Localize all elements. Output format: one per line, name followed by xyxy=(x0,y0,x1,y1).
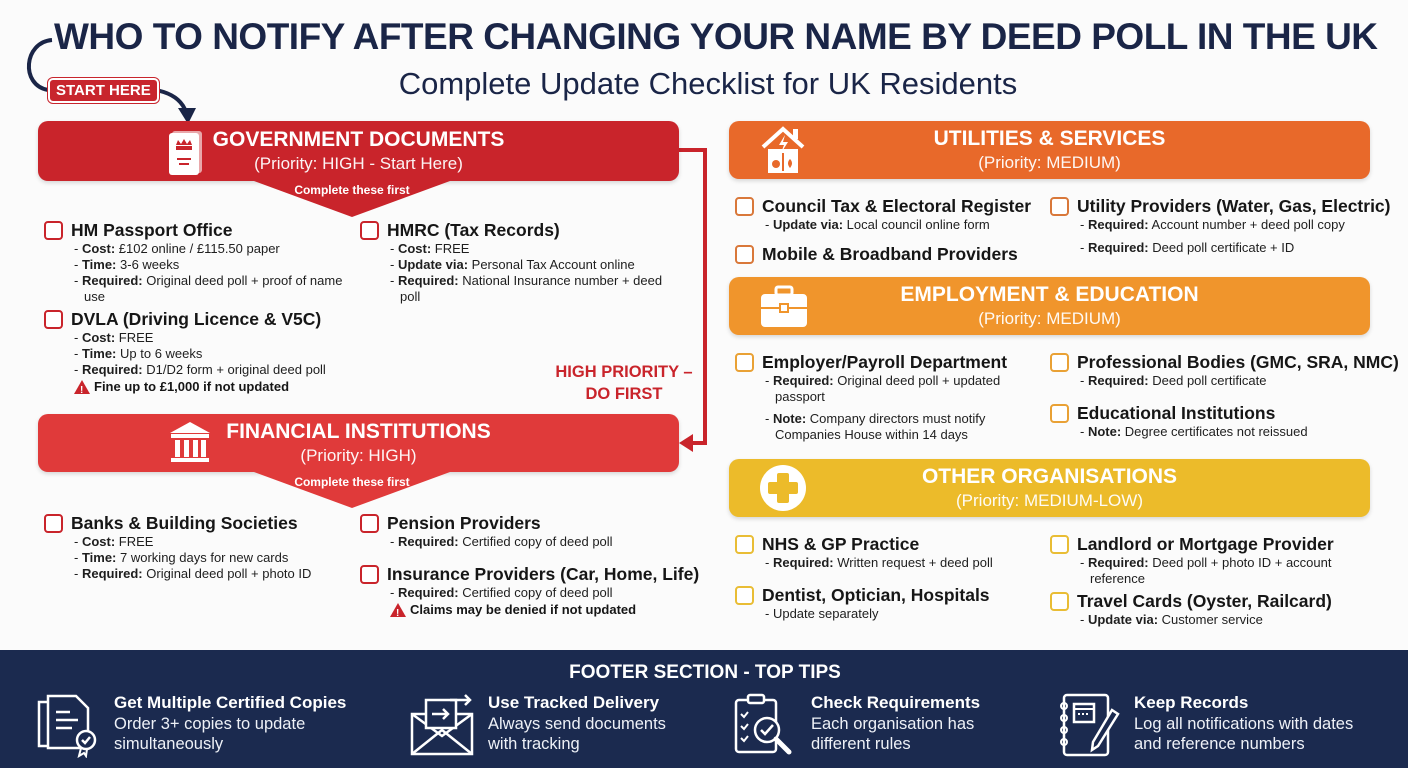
checklist-item: Employer/Payroll Department - Required: Original deed poll + updated passport - Note: Company directors must notify Companies House within 14 days xyxy=(735,351,1045,443)
checkbox[interactable] xyxy=(1050,197,1069,216)
flow-arrowhead-icon xyxy=(679,434,693,452)
checklist-item: Pension Providers - Required: Certified copy of deed poll xyxy=(360,512,700,550)
checklist-item: Travel Cards (Oyster, Railcard) - Update via: Customer service xyxy=(1050,590,1400,628)
checkbox[interactable] xyxy=(360,221,379,240)
checklist-item: Mobile & Broadband Providers xyxy=(735,243,1045,265)
footer-title: FOOTER SECTION - TOP TIPS xyxy=(569,662,841,683)
checkbox[interactable] xyxy=(44,221,63,240)
checklist-item: Dentist, Optician, Hospitals - Update separately xyxy=(735,584,1045,622)
checkbox[interactable] xyxy=(735,353,754,372)
certified-documents-icon xyxy=(36,692,102,758)
arrow-label: Complete these first xyxy=(294,475,410,489)
checkbox[interactable] xyxy=(1050,535,1069,554)
checklist-item: HM Passport Office - Cost: £102 online / £115.50 paper - Time: 3-6 weeks - Required: Original deed poll + proof of name use xyxy=(44,219,364,305)
checkbox[interactable] xyxy=(360,565,379,584)
section-banner-financial xyxy=(38,414,679,472)
section-priority: (Priority: HIGH - Start Here) xyxy=(254,154,463,173)
checkbox[interactable] xyxy=(735,535,754,554)
section-title: EMPLOYMENT & EDUCATION xyxy=(900,283,1199,306)
warning-note: ! Claims may be denied if not updated xyxy=(390,601,700,618)
checkbox[interactable] xyxy=(1050,353,1069,372)
section-title: GOVERNMENT DOCUMENTS xyxy=(212,128,505,151)
checklist-item: Landlord or Mortgage Provider - Required: Deed poll + photo ID + account reference xyxy=(1050,533,1400,587)
checkbox[interactable] xyxy=(44,514,63,533)
checkbox[interactable] xyxy=(735,197,754,216)
checklist-item: DVLA (Driving Licence & V5C) - Cost: FREE - Time: Up to 6 weeks - Required: D1/D2 form + original deed poll ! Fine up to £1,000 if not updated xyxy=(44,308,364,395)
section-priority: (Priority: HIGH) xyxy=(300,446,417,465)
tracked-envelope-icon xyxy=(410,692,476,758)
section-title: UTILITIES & SERVICES xyxy=(933,127,1166,150)
checkbox[interactable] xyxy=(44,310,63,329)
checkbox[interactable] xyxy=(360,514,379,533)
checklist-item: NHS & GP Practice - Required: Written request + deed poll xyxy=(735,533,1045,571)
section-title: FINANCIAL INSTITUTIONS xyxy=(226,420,491,443)
checkbox[interactable] xyxy=(735,245,754,264)
checklist-item: Utility Providers (Water, Gas, Electric) - Required: Account number + deed poll copy - Required: Deed poll certificate + ID xyxy=(1050,195,1400,256)
section-banner-government xyxy=(38,121,679,181)
notebook-pen-icon xyxy=(1056,692,1122,758)
checklist-item: Banks & Building Societies - Cost: FREE - Time: 7 working days for new cards - Required: Original deed poll + photo ID xyxy=(44,512,364,582)
clipboard-search-icon xyxy=(733,692,799,758)
start-here-badge: START HERE xyxy=(48,78,159,103)
section-priority: (Priority: MEDIUM) xyxy=(978,309,1121,328)
section-banner-utilities xyxy=(729,121,1370,179)
warning-icon xyxy=(390,603,406,617)
footer-tips xyxy=(0,650,1408,768)
warning-icon xyxy=(74,380,90,394)
checklist-item: Educational Institutions - Note: Degree certificates not reissued xyxy=(1050,402,1400,440)
section-banner-other xyxy=(729,459,1370,517)
tip-item: Keep Records Log all notifications with dates and reference numbers xyxy=(1056,692,1353,758)
section-title: OTHER ORGANISATIONS xyxy=(921,465,1178,488)
tip-item: Check Requirements Each organisation has different rules xyxy=(733,692,980,758)
checkbox[interactable] xyxy=(1050,592,1069,611)
section-priority: (Priority: MEDIUM) xyxy=(978,153,1121,172)
page-subtitle: Complete Update Checklist for UK Residents xyxy=(398,66,1018,101)
section-banner-employment xyxy=(729,277,1370,335)
checklist-item: Council Tax & Electoral Register - Update via: Local council online form xyxy=(735,195,1045,233)
warning-note: ! Fine up to £1,000 if not updated xyxy=(74,378,364,395)
page-title: WHO TO NOTIFY AFTER CHANGING YOUR NAME BY DEED POLL IN THE UK xyxy=(54,16,1378,57)
tip-item: Use Tracked Delivery Always send documents with tracking xyxy=(410,692,666,758)
section-priority: (Priority: MEDIUM-LOW) xyxy=(956,491,1143,510)
high-priority-label: HIGH PRIORITY – DO FIRST xyxy=(555,363,693,403)
checklist-item: Insurance Providers (Car, Home, Life) - Required: Certified copy of deed poll ! Claims may be denied if not updated xyxy=(360,563,700,618)
arrow-label: Complete these first xyxy=(294,183,410,197)
checklist-item: Professional Bodies (GMC, SRA, NMC) - Required: Deed poll certificate xyxy=(1050,351,1400,389)
tip-item: Get Multiple Certified Copies Order 3+ copies to update simultaneously xyxy=(36,692,346,758)
checkbox[interactable] xyxy=(735,586,754,605)
checkbox[interactable] xyxy=(1050,404,1069,423)
flow-connector xyxy=(703,148,707,444)
flow-connector xyxy=(679,148,706,152)
checklist-item: HMRC (Tax Records) - Cost: FREE - Update via: Personal Tax Account online - Required: National Insurance number + deed poll xyxy=(360,219,690,305)
